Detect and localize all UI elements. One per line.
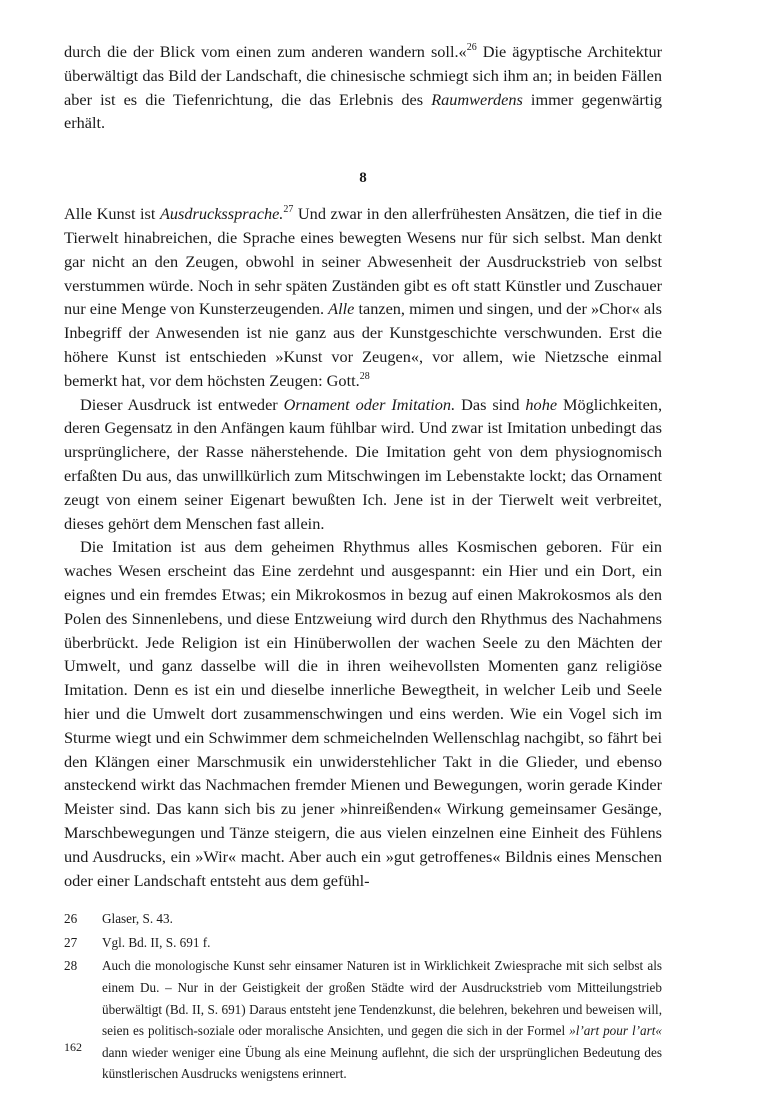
footnote: [64, 955, 662, 1085]
footnotes: [64, 908, 662, 1085]
paragraph: [64, 202, 662, 392]
emphasis: Ausdruckssprache.: [159, 204, 284, 224]
text-run: Alle Kunst ist: [64, 204, 160, 224]
text-run: immer gegenwärtig erhält.: [64, 89, 662, 133]
text-run: dann wieder weniger eine Übung als eine Meinung auflehnt, die sich der ursprünglichen Bedeutung des künstlerischen Ausdrucks wenigstens erinnert.: [102, 1044, 662, 1082]
book-page: [64, 40, 662, 1087]
paragraph: [64, 393, 662, 536]
footnote: [64, 908, 662, 930]
emphasis: hohe: [525, 394, 558, 414]
text-run: Dieser Ausdruck ist entweder: [80, 394, 284, 414]
footnote-number: 28: [64, 958, 78, 974]
paragraph: [64, 40, 662, 135]
text-run: durch die der Blick vom einen zum anderen wandern soll.«: [64, 42, 467, 61]
footnote-ref: 26: [466, 42, 477, 53]
emphasis: Raumwerdens: [431, 89, 523, 109]
text-run: Und zwar in den allerfrühesten Ansätzen, die tief in die Tierwelt hinabreichen, die Sprache eines bewegten Wesens nur für sich selbst. Man denkt gar nicht an den Zeugen, obwohl in seiner Abwesenheit der Ausdruckstrieb von selbst verstummen würde. Noch in sehr späten Zuständen gibt es oft statt Künstler und Zuschauer nur eine Menge von Kunsterzeugenden.: [64, 204, 663, 319]
footnote: [64, 932, 662, 954]
footnote-ref: 28: [359, 370, 370, 382]
emphasis: Alle: [328, 299, 355, 319]
footnote-text: [102, 955, 662, 1085]
footnote-ref: 27: [283, 204, 294, 216]
text-run: Vgl. Bd. II, S. 691 f.: [102, 934, 211, 950]
footnote-number: 27: [64, 934, 78, 950]
text-run: Das sind: [455, 394, 526, 414]
footnote-number: 26: [64, 911, 78, 927]
paragraph: [64, 535, 662, 892]
text-run: Möglichkeiten, deren Gegensatz in den Anfängen kaum fühlbar wird. Und zwar ist Imitation unbedingt das ursprünglichere, der Rasse näherstehende. Die Imitation geht von dem physiognomisch erfaßten Du aus, das unwillkürlich zum Mitschwingen im Lebenstakte lockt; das Ornament zeugt von einem seiner Eigenart bewußten Ich. Jene ist in der Tierwelt weit verbreitet, dieses gehört dem Menschen fast allein.: [64, 394, 663, 533]
text-run: Die Imitation ist aus dem geheimen Rhythmus alles Kosmischen geboren. Für ein waches Wesen erscheint das Eine zerdehnt und ausgespannt: ein Hier und ein Dort, ein eignes und ein fremdes Etwas; ein Mikrokosmos in bezug auf einen Makrokosmos als den Polen des Sinnenlebens, und diese Entzweiung wird durch den Rhythmus des Nachahmens überbrückt. Jede Religion ist ein Hinüberwollen der wachen Seele zu den Mächten der Umwelt, und ganz dasselbe will die in ihren weihevollsten Momenten ganz religiöse Imitation. Denn es ist ein und dieselbe innerliche Bewegtheit, in welcher Leib und Seele hier und die Umwelt dort zusammenschwingen und eins werden. Wie ein Vogel sich im Sturme wiegt und ein Schwimmer dem schmeichelnden Wellenschlag nachgibt, so fährt bei den Klängen einer Marschmusik ein unwiderstehlicher Takt in die Glieder, und ebenso ansteckend wirkt das Nachmachen fremder Mienen und Bewegungen, worin gerade Kinder Meister sind. Das kann sich bis zu jener »hinreißenden« Wirkung gemeinsamer Gesänge, Marschbewegungen und Tänze steigern, die aus vielen einzelnen eine Einheit des Fühlens und Ausdrucks, ein »Wir« macht. Aber auch ein »gut getroffenes« Bildnis eines Menschen oder einer Landschaft entsteht aus dem gefühl-: [64, 537, 662, 890]
text-run: Glaser, S. 43.: [102, 911, 173, 927]
body-text: [64, 40, 662, 892]
text-run: Die ägyptische Architektur überwältigt das Bild der Landschaft, die chinesische schmiegt sich ihm an; in beiden Fällen aber ist es die Tiefenrichtung, die das Erlebnis des: [64, 42, 663, 109]
footnote-text: [102, 932, 662, 954]
section-heading: 8: [359, 170, 367, 187]
text-run: Auch die monologische Kunst sehr einsamer Naturen ist in Wirklichkeit Zwiesprache mit sich selbst als einem Du. – Nur in der Geistigkeit der großen Städte wird der Ausdruckstrieb vom Mitteilungstrieb überwältigt (Bd. II, S. 691) Daraus entsteht jene Tendenzkunst, die belehren, bekehren und beweisen will, seien es politisch-soziale oder moralische Ansichten, und gegen die sich in der Formel: [102, 958, 662, 1039]
emphasis: Ornament oder Imitation.: [283, 394, 456, 414]
text-run: tanzen, mimen und singen, und der »Chor« als Inbegriff der Anwesenden ist nie ganz aus der Kunstgeschichte verschwunden. Erst die höhere Kunst ist entschieden »Kunst vor Zeugen«, vor allem, wie Nietzsche einmal bemerkt hat, vor dem höchsten Zeugen: Gott.: [64, 299, 662, 390]
page-number: 162: [64, 1040, 82, 1054]
emphasis: »l’art pour l’art«: [569, 1023, 662, 1039]
footnote-text: [102, 908, 662, 930]
